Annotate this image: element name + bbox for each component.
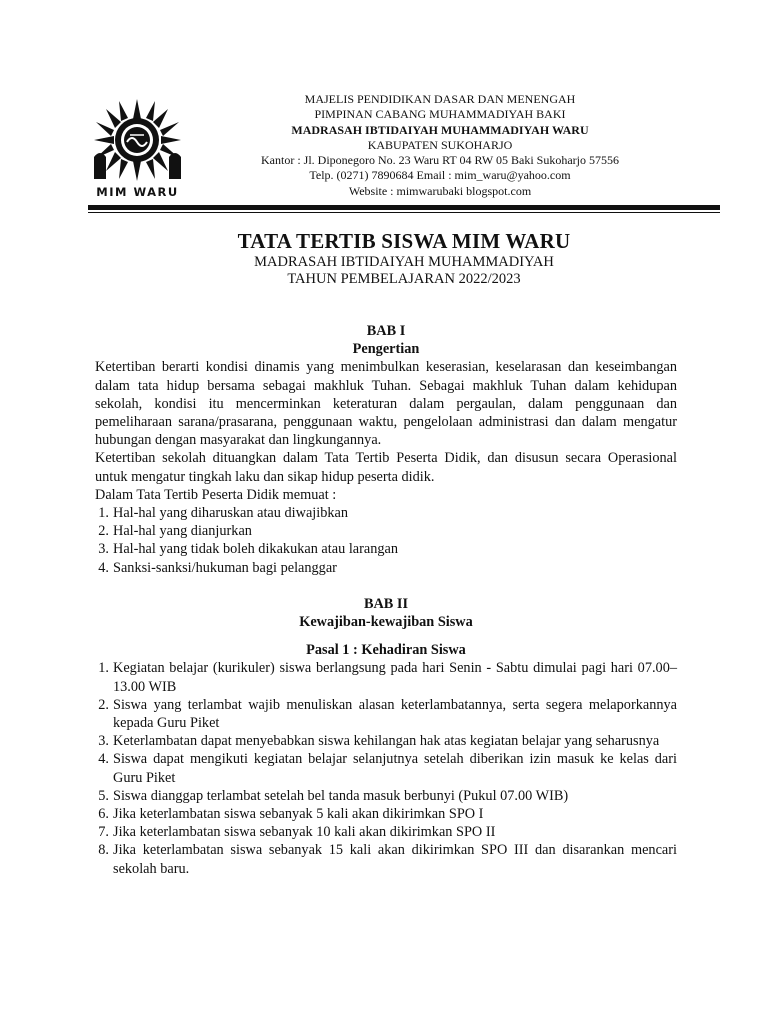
chapter-heading: BAB II xyxy=(363,595,409,612)
logo-label: MIM WARU xyxy=(96,185,179,199)
list-item xyxy=(95,732,677,750)
numbered-list xyxy=(95,504,677,577)
list-text: Siswa dapat mengikuti kegiatan belajar selanjutnya setelah diberikan izin masuk ke kelas dari Guru Piket xyxy=(113,751,677,786)
document-subtitle: MADRASAH IBTIDAIYAH MUHAMMADIYAH xyxy=(254,254,554,270)
paragraph: Dalam Tata Tertib Peserta Didik memuat : xyxy=(95,486,337,503)
list-number: 3. xyxy=(98,541,109,558)
spacer xyxy=(95,631,677,641)
article-title: Pasal 1 : Kehadiran Siswa xyxy=(306,642,466,659)
list-text: Siswa yang terlambat wajib menuliskan alasan keterlambatannya, serta segera melaporkannya kepada Guru Piket xyxy=(113,696,677,732)
chapter-subheading: Pengertian xyxy=(352,341,420,358)
title-block xyxy=(88,228,720,288)
list-item xyxy=(95,540,677,558)
numbered-list xyxy=(95,659,677,877)
website-line: Website : mimwarubaki blogspot.com xyxy=(348,183,532,198)
office-address: Kantor : Jl. Diponegoro No. 23 Waru RT 04 RW 05 Baki Sukoharjo 57556 xyxy=(261,153,619,168)
document-title: TATA TERTIB SISWA MIM WARU xyxy=(237,229,571,253)
paragraph: Ketertiban berarti kondisi dinamis yang menimbulkan keserasian, keselarasan dan keseimbangan dalam tata hidup bersama sebagai makhluk Tuhan. Sebagai makhluk Tuhan dalam kehidupan sekolah, kondisi itu mencerminkan keteraturan dalam pergaulan, dalam penggunaan dan pemeliharaan sarana/prasarana, penggunaan waktu, pengelolaan administrasi dan dalam mengatur hubungan dengan masyarakat dan lingkungannya. xyxy=(95,359,677,449)
chapter-heading: BAB I xyxy=(366,323,406,339)
list-text: Jika keterlambatan siswa sebanyak 5 kali akan dikirimkan SPO I xyxy=(113,806,484,823)
list-number: 4. xyxy=(98,751,109,768)
list-number: 1. xyxy=(98,660,109,677)
list-text: Jika keterlambatan siswa sebanyak 10 kali akan dikirimkan SPO II xyxy=(113,824,496,841)
list-item xyxy=(95,750,677,786)
list-text: Jika keterlambatan siswa sebanyak 15 kali akan dikirimkan SPO III dan disarankan mencari sekolah baru. xyxy=(113,842,677,877)
list-number: 1. xyxy=(98,505,109,522)
paragraph: Ketertiban sekolah dituangkan dalam Tata Tertib Peserta Didik, dan disusun secara Operasional untuk mengatur tingkah laku dan sikap hidup peserta didik. xyxy=(95,450,677,485)
list-number: 5. xyxy=(98,787,109,804)
list-item xyxy=(95,559,677,577)
letterhead-line: PIMPINAN CABANG MUHAMMADIYAH BAKI xyxy=(314,107,566,122)
muhammadiyah-sun-emblem-icon xyxy=(90,97,185,183)
letterhead-line: MAJELIS PENDIDIKAN DASAR DAN MENENGAH xyxy=(304,92,576,106)
list-item xyxy=(95,823,677,841)
list-text: Siswa dianggap terlambat setelah bel tanda masuk berbunyi (Pukul 07.00 WIB) xyxy=(113,787,569,804)
list-text: Hal-hal yang diharuskan atau diwajibkan xyxy=(113,505,349,522)
list-item xyxy=(95,696,677,732)
chapter-subheading: Kewajiban-kewajiban Siswa xyxy=(299,614,473,631)
list-number: 8. xyxy=(98,842,109,859)
list-item xyxy=(95,841,677,877)
contact-line: Telp. (0271) 7890684 Email : mim_waru@yahoo.com xyxy=(309,168,571,183)
header-divider-thick xyxy=(88,205,720,210)
list-item xyxy=(95,787,677,805)
list-text: Hal-hal yang tidak boleh dikakukan atau larangan xyxy=(113,541,399,558)
list-number: 2. xyxy=(98,696,109,713)
list-text: Sanksi-sanksi/hukuman bagi pelanggar xyxy=(113,559,337,576)
list-text: Hal-hal yang dianjurkan xyxy=(113,523,252,540)
document-body xyxy=(95,322,677,878)
list-number: 7. xyxy=(98,824,109,841)
list-number: 4. xyxy=(98,559,109,576)
list-item xyxy=(95,504,677,522)
list-text: Kegiatan belajar (kurikuler) siswa berlangsung pada hari Senin - Sabtu dimulai pagi hari 07.00– 13.00 WIB xyxy=(113,660,677,695)
list-number: 6. xyxy=(98,806,109,823)
list-number: 3. xyxy=(98,733,109,750)
letterhead-line: KABUPATEN SUKOHARJO xyxy=(367,137,513,152)
spacer xyxy=(95,577,677,595)
list-text: Keterlambatan dapat menyebabkan siswa kehilangan hak atas kegiatan belajar yang seharusnya xyxy=(113,733,660,750)
academic-year: TAHUN PEMBELAJARAN 2022/2023 xyxy=(287,271,521,287)
school-name: MADRASAH IBTIDAIYAH MUHAMMADIYAH WARU xyxy=(291,122,589,137)
header-divider-thin xyxy=(88,212,720,213)
letterhead xyxy=(200,92,680,199)
list-item xyxy=(95,659,677,695)
list-item xyxy=(95,805,677,823)
list-number: 2. xyxy=(98,523,109,540)
list-item xyxy=(95,522,677,540)
school-logo xyxy=(90,97,185,203)
